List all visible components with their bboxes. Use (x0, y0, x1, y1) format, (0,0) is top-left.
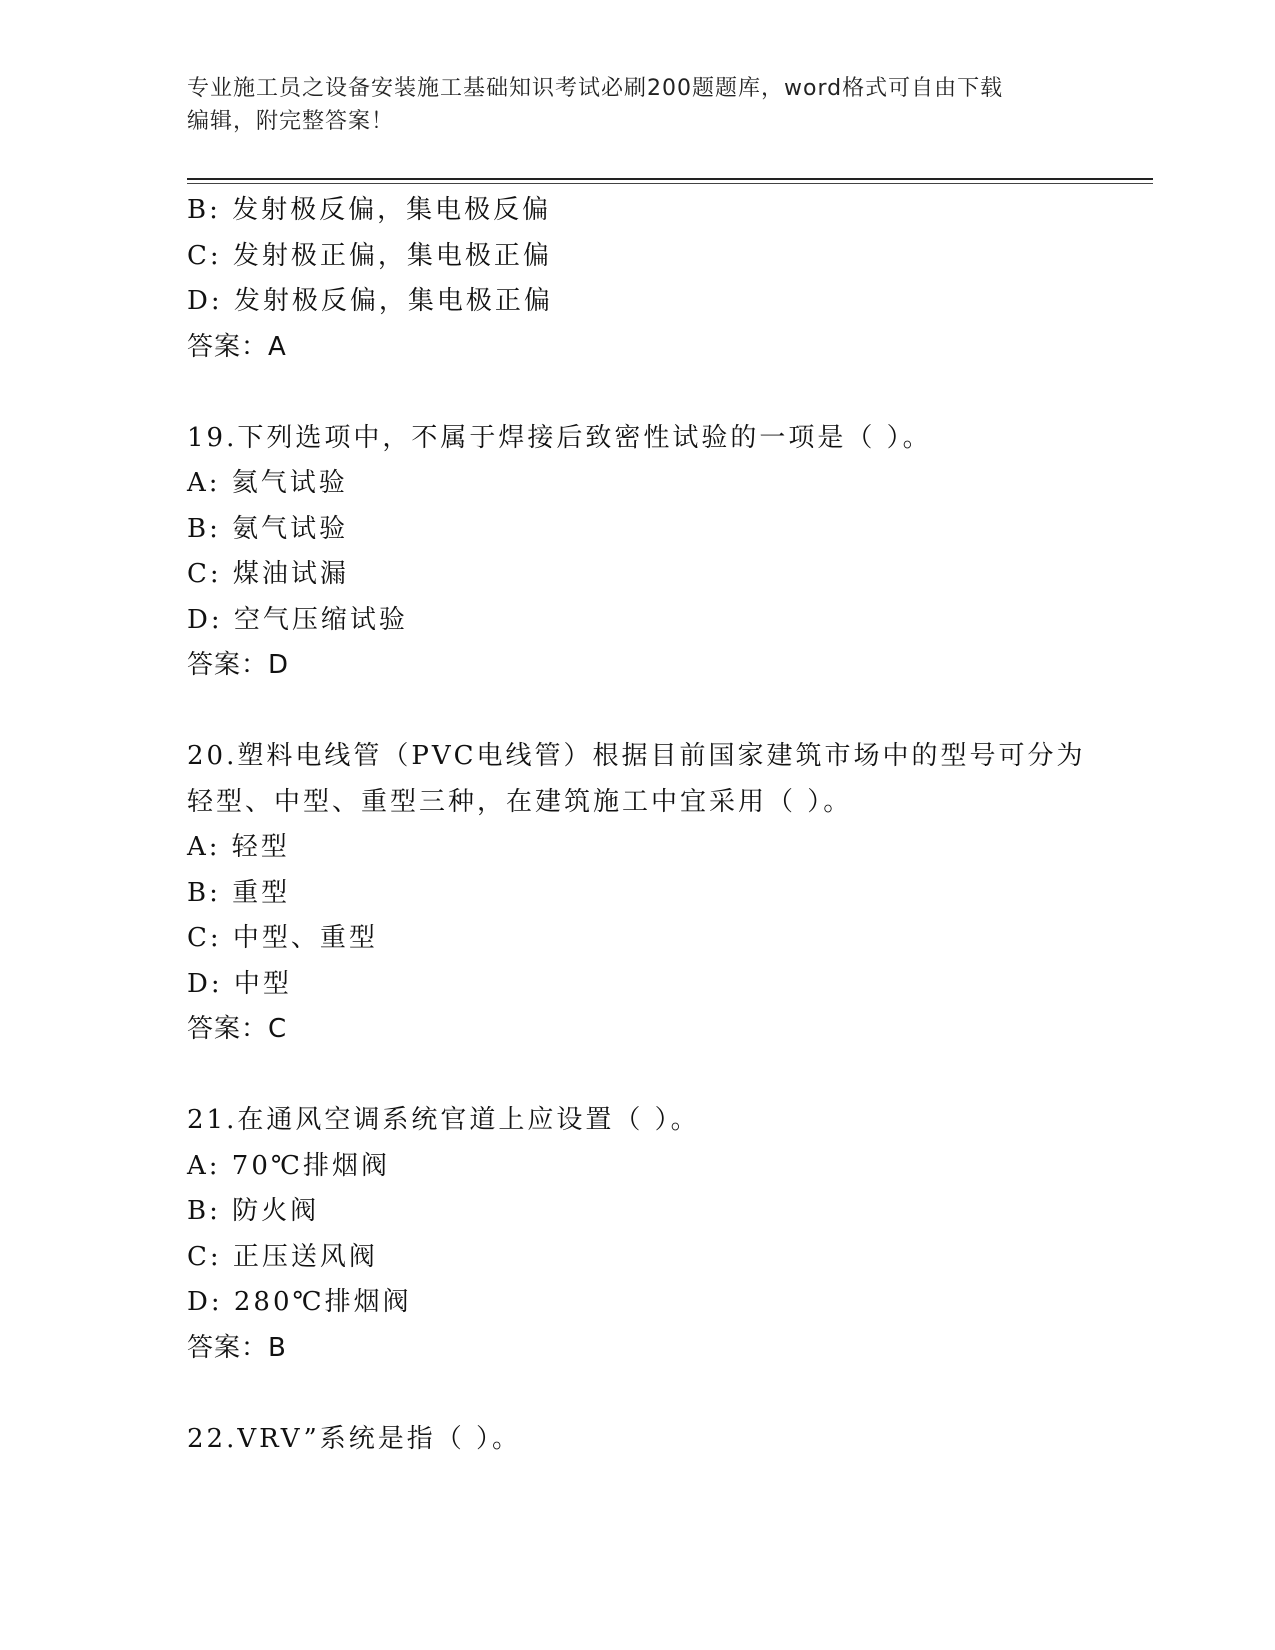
q19-option-a: A: 氦气试验 (187, 468, 348, 498)
q20-question-line-2: 轻型、中型、重型三种，在建筑施工中宜采用（ ）。 (187, 786, 853, 817)
question-20 (187, 734, 1087, 1053)
q21-option-a: A: 70℃排烟阀 (187, 1150, 390, 1181)
header-title-line-1: 专业施工员之设备安装施工基础知识考试必刷200题题库，word格式可自由下载 (187, 76, 1004, 101)
q20-option-c: C: 中型、重型 (187, 923, 378, 953)
spacer (187, 689, 1087, 735)
q18-option-d: D: 发射极反偏，集电极正偏 (187, 286, 553, 316)
q18-option-b: B: 发射极反偏，集电极反偏 (187, 195, 552, 225)
spacer (187, 370, 1087, 416)
q21-option-b: B: 防火阀 (187, 1196, 320, 1226)
q19-answer: 答案：D (187, 650, 290, 680)
spacer (187, 1371, 1087, 1417)
q20-option-d: D: 中型 (187, 968, 292, 999)
q18-answer: 答案：A (187, 331, 287, 362)
question-list (187, 188, 1087, 1462)
spacer (187, 1053, 1087, 1099)
q20-answer: 答案：C (187, 1014, 288, 1044)
header-rule-thick (187, 178, 1153, 180)
question-22 (187, 1417, 1087, 1463)
q20-option-a: A: 轻型 (187, 832, 290, 862)
q19-option-b: B: 氨气试验 (187, 513, 349, 544)
q20-question-line-1: 20.塑料电线管（PVC电线管）根据目前国家建筑市场中的型号可分为 (187, 741, 1086, 771)
q19-option-c: C: 煤油试漏 (187, 559, 349, 589)
q21-question: 21.在通风空调系统官道上应设置（ ）。 (187, 1105, 700, 1135)
q19-option-d: D: 空气压缩试验 (187, 604, 408, 635)
header-rule-thin (187, 183, 1153, 184)
header-title-line-2: 编辑，附完整答案！ (187, 109, 395, 134)
q22-question: 22.VRV”系统是指（ ）。 (187, 1423, 522, 1454)
q21-answer: 答案：B (187, 1332, 287, 1363)
q18-option-c: C: 发射极正偏，集电极正偏 (187, 240, 552, 271)
q21-option-d: D: 280℃排烟阀 (187, 1287, 412, 1317)
question-18 (187, 188, 1087, 370)
question-21 (187, 1098, 1087, 1371)
q21-option-c: C: 正压送风阀 (187, 1241, 378, 1272)
q19-question: 19.下列选项中，不属于焊接后致密性试验的一项是（ ）。 (187, 422, 932, 453)
q20-option-b: B: 重型 (187, 877, 291, 908)
document-header (187, 72, 1067, 138)
question-19 (187, 416, 1087, 689)
